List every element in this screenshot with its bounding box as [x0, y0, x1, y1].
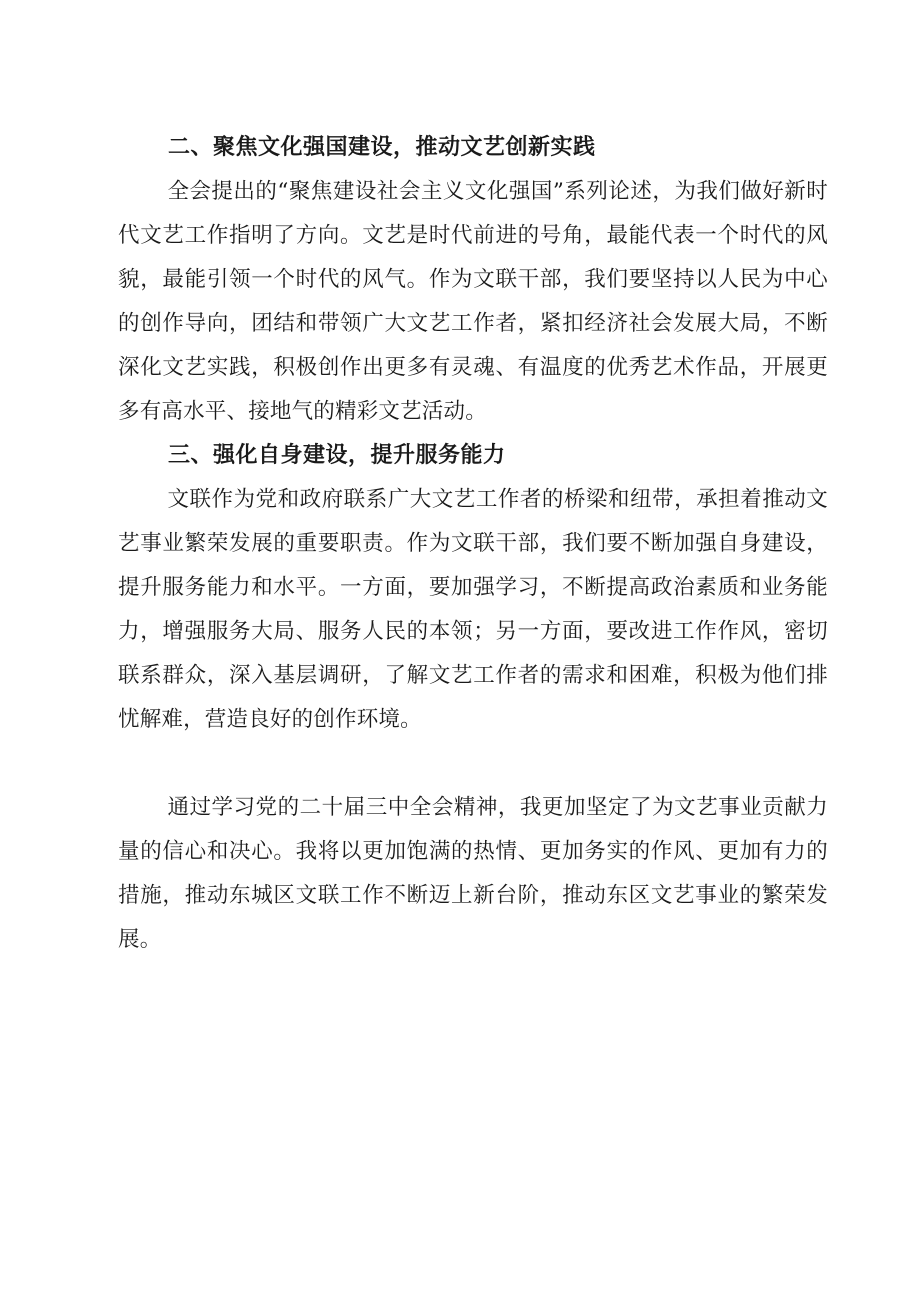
paragraph-spacer	[118, 742, 828, 786]
section-3-paragraph: 文联作为党和政府联系广大文艺工作者的桥梁和纽带，承担着推动文艺事业繁荣发展的重要职责。作为文联干部，我们要不断加强自身建设，提升服务能力和水平。一方面，要加强学习，不断提高政治素质和业务能力，增强服务大局、服务人民的本领；另一方面，要改进工作作风，密切联系群众，深入基层调研，了解文艺工作者的需求和困难，积极为他们排忧解难，营造良好的创作环境。	[118, 487, 828, 732]
section-2-heading: 二、聚焦文化强国建设，推动文艺创新实践	[168, 135, 596, 160]
section-3-heading: 三、强化自身建设，提升服务能力	[168, 443, 506, 468]
conclusion-paragraph: 通过学习党的二十届三中全会精神，我更加坚定了为文艺事业贡献力量的信心和决心。我将以更加饱满的热情、更加务实的作风、更加有力的措施，推动东城区文联工作不断迈上新台阶，推动东区文艺事业的繁荣发展。	[118, 795, 828, 952]
section-2-paragraph: 全会提出的“聚焦建设社会主义文化强国”系列论述，为我们做好新时代文艺工作指明了方向。文艺是时代前进的号角，最能代表一个时代的风貌，最能引领一个时代的风气。作为文联干部，我们要坚持以人民为中心的创作导向，团结和带领广大文艺工作者，紧扣经济社会发展大局，不断深化文艺实践，积极创作出更多有灵魂、有温度的优秀艺术作品，开展更多有高水平、接地气的精彩文艺活动。	[118, 179, 828, 424]
document-body	[118, 126, 828, 962]
